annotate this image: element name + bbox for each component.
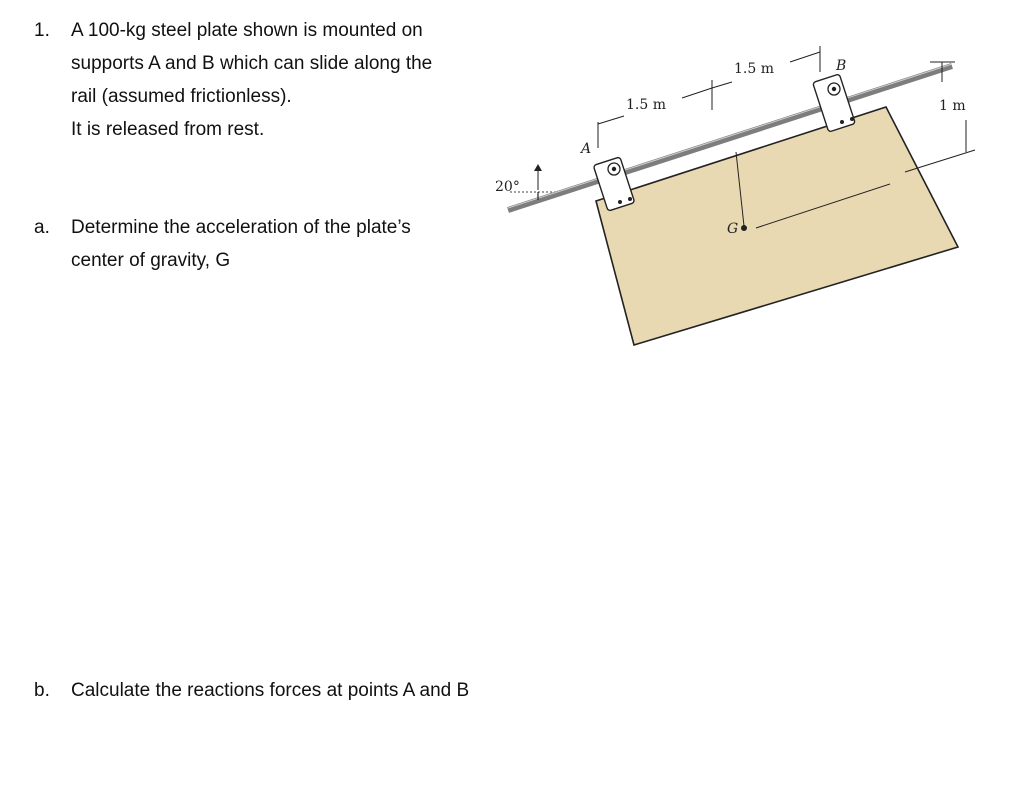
dim-right-arrow-a — [712, 82, 732, 88]
point-b-label: B — [836, 58, 847, 74]
support-b — [813, 74, 856, 132]
steel-plate — [596, 107, 958, 345]
problem-line: rail (assumed frictionless). — [71, 86, 292, 107]
angle-arrow-up — [534, 164, 542, 171]
dim-right-label: 1.5 m — [734, 61, 774, 77]
problem-number: 1. — [34, 20, 50, 41]
plate-figure — [486, 36, 1006, 366]
point-g-label: G — [727, 221, 739, 237]
problem-line: supports A and B which can slide along the — [71, 53, 433, 74]
angle-label: 20° — [495, 179, 520, 195]
dim-right-arrow-b — [790, 52, 820, 62]
center-of-gravity-point — [741, 225, 747, 231]
dim-left-arrow-b — [682, 88, 712, 98]
question-b-label: b. — [34, 680, 50, 701]
problem-line: It is released from rest. — [71, 119, 265, 140]
dim-height-base — [905, 150, 975, 172]
dim-left-arrow-a — [598, 116, 624, 124]
question-a — [34, 211, 494, 277]
problem-statement — [34, 14, 494, 146]
question-b-text: Calculate the reactions forces at points A and B — [71, 680, 470, 701]
problem-text — [71, 14, 494, 146]
question-a-text — [71, 211, 494, 277]
question-a-label: a. — [34, 217, 50, 238]
question-a-line: center of gravity, G — [71, 250, 231, 271]
dim-left-label: 1.5 m — [626, 97, 666, 113]
question-b — [34, 674, 594, 707]
question-a-line: Determine the acceleration of the plate’s — [71, 217, 411, 238]
problem-line: A 100-kg steel plate shown is mounted on — [71, 20, 423, 41]
point-a-label: A — [581, 141, 592, 157]
dim-height-label: 1 m — [939, 98, 966, 114]
